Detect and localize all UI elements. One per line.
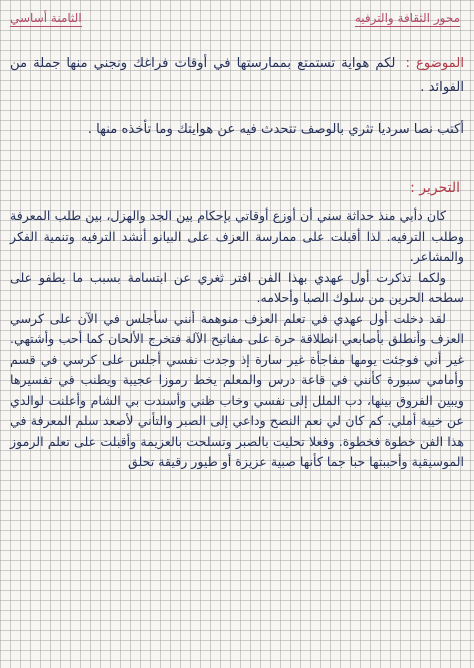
essay-paragraph-1: كان دأبي منذ حداثة سني أن أوزع أوقاتي بإحكام بين الجد والهزل، بين طلب المعرفة وطلب الترفيه. لذا أقبلت على ممارسة العزف على البيانو أنشد الترفيه وتنمية الفكر والمشاعر. — [10, 208, 464, 264]
section-title: التحرير : — [410, 180, 460, 196]
task-block — [10, 118, 464, 142]
essay-paragraph-2: ولكما تذكرت أول عهدي بهذا الفن افتر ثغري عن ابتسامة بسبب ما يطفو على سطحه الحرين من سلوك الصبا وأحلامه. — [10, 269, 464, 305]
essay-body — [10, 206, 464, 473]
topic-label: الموضوع : — [405, 56, 464, 71]
task-text: أكتب نصا سرديا تثري بالوصف تتحدث فيه عن هوايتك وما تأخذه منها . — [87, 122, 464, 137]
page-header — [10, 8, 460, 30]
essay-paragraph-3: لقد دخلت أول عهدي في تعلم العزف منوهمة أنني سأجلس في الآن على كرسي العزف وأنطلق بأصابعي انطلاقة حرة على مفاتيح الآلة فتخرج الألحان كما أحب وأشتهي. غير أني فوجئت يومها مفاجأة غير سارة إذ وجدت نفسي أجلس على كرسي في قسم وأمامي سبورة كأنني في قاعة درس والمعلم يخط رموزا عجيبة ويطنب في تفسيرها ويبين الفروق بينها، دب الملل إلى نفسي وخاب ظني وأسندت بي الشام وأعلنت لوالدي عن خيبة أملي. كم كان لي نعم النصح وداعي إلى الصبر والتأني لأصعد سلم المعرفة في هذا الفن خطوة فخطوة. وفعلا تحليت بالصبر وتسلحت بالعزيمة وأقبلت على تعلم الرموز الموسيقية وأحببتها حبا جما كأنها صبية عزيزة أو طيور رقيقة تحلق — [10, 310, 464, 469]
topic-text: لكم هواية تستمتع بممارستها في أوقات فراغك ونجني منها جملة من الفوائد . — [10, 56, 464, 95]
topic-block — [10, 52, 464, 99]
level-label: الثامنة أساسي — [10, 11, 82, 25]
axis-title: محور الثقافة والترفيه — [354, 11, 460, 25]
